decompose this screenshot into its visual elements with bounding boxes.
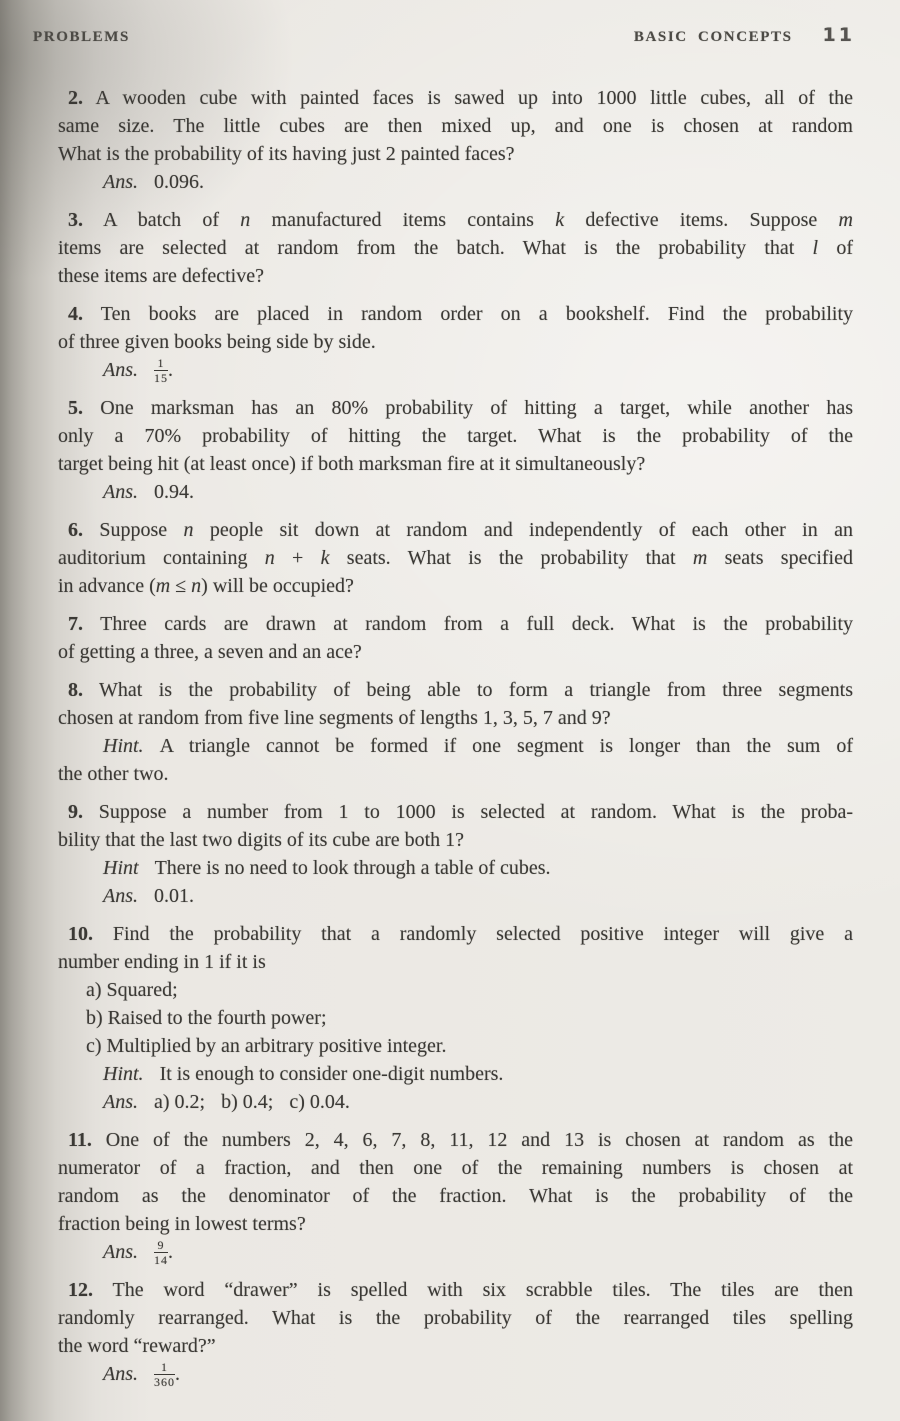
text-run: defective items. Suppose — [564, 209, 839, 231]
text-run: There is no need to look through a table of cubes. — [154, 857, 551, 879]
text-line — [58, 638, 853, 666]
text-line — [58, 948, 853, 976]
text-line — [58, 1276, 853, 1304]
page-header — [33, 24, 855, 46]
text-run: of — [818, 237, 853, 259]
text-run: fraction being in lowest terms? — [58, 1213, 306, 1235]
running-head-left: PROBLEMS — [33, 29, 130, 45]
problem-number: 7. — [68, 613, 83, 635]
text-run: A wooden cube with painted faces is sawed up into 1000 little cubes, all of the — [83, 87, 853, 109]
text-line — [58, 206, 853, 234]
italic-label: Ans. — [103, 359, 138, 381]
text-run: . — [168, 359, 173, 381]
text-line — [58, 140, 853, 168]
text-line — [58, 976, 853, 1004]
italic-label: Hint — [103, 857, 139, 879]
text-run: auditorium containing — [58, 547, 265, 569]
text-run: bility that the last two digits of its cube are both 1? — [58, 829, 465, 851]
problem-12 — [58, 1276, 853, 1388]
text-run: a) 0.2; — [154, 1091, 206, 1113]
italic-label: Hint. — [103, 735, 144, 757]
italic-label: Ans. — [103, 1091, 138, 1113]
page-number: 11 — [822, 24, 855, 46]
text-run: Suppose — [83, 519, 184, 541]
italic-label: n — [183, 519, 194, 541]
problem-5 — [58, 394, 853, 506]
text-line — [58, 572, 853, 600]
text-run: . — [168, 1241, 173, 1263]
running-head-right — [634, 24, 855, 46]
text-run: manufactured items contains — [250, 209, 556, 231]
text-run: random as the denominator of the fraction. What is the probability of the — [58, 1185, 853, 1207]
text-line — [58, 760, 853, 788]
text-line — [58, 1304, 853, 1332]
fraction-answer: $\frac{9}{14}$ — [154, 1238, 168, 1267]
text-run: b) Raised to the fourth power; — [86, 1007, 327, 1029]
text-run: c) Multiplied by an arbitrary positive integer. — [86, 1035, 447, 1057]
problem-number: 8. — [68, 679, 83, 701]
text-run: only a 70% probability of hitting the target. What is the probability of the — [58, 425, 853, 447]
problem-4 — [58, 300, 853, 384]
text-line — [58, 1004, 853, 1032]
text-run: these items are defective? — [58, 265, 264, 287]
text-run: A triangle cannot be formed if one segment is longer than the sum of — [159, 735, 853, 757]
text-line — [58, 1238, 853, 1266]
text-run: ≤ — [170, 575, 192, 597]
text-run: Ten books are placed in random order on a bookshelf. Find the probability — [83, 303, 853, 325]
text-run: target being hit (at least once) if both marksman fire at it simultaneously? — [58, 453, 646, 475]
problem-9 — [58, 798, 853, 910]
text-run: . — [175, 1363, 180, 1385]
text-line — [58, 732, 853, 760]
problem-11 — [58, 1126, 853, 1266]
problem-3 — [58, 206, 853, 290]
problem-number: 2. — [68, 87, 83, 109]
problem-2 — [58, 84, 853, 196]
text-line — [58, 478, 853, 506]
problem-6 — [58, 516, 853, 600]
text-run: randomly rearranged. What is the probability of the rearranged tiles spelling — [58, 1307, 853, 1329]
text-run: seats specified — [707, 547, 853, 569]
text-run: What is the probability of its having just 2 painted faces? — [58, 143, 515, 165]
text-line — [58, 882, 853, 910]
text-run: One marksman has an 80% probability of hitting a target, while another has — [83, 397, 853, 419]
text-run: in advance ( — [58, 575, 156, 597]
text-run: A batch of — [83, 209, 241, 231]
italic-label: n — [191, 575, 202, 597]
text-run: of three given books being side by side. — [58, 331, 376, 353]
text-line — [58, 610, 853, 638]
text-run: of getting a three, a seven and an ace? — [58, 641, 362, 663]
text-run: c) 0.04. — [289, 1091, 350, 1113]
text-run: people sit down at random and independently of each other in an — [193, 519, 853, 541]
problem-10 — [58, 920, 853, 1116]
text-line — [58, 1060, 853, 1088]
text-line — [58, 1126, 853, 1154]
text-run: the word “reward?” — [58, 1335, 216, 1357]
text-line — [58, 798, 853, 826]
italic-label: Ans. — [103, 171, 138, 193]
problem-7 — [58, 610, 853, 666]
italic-label: m — [838, 209, 853, 231]
text-line — [58, 1088, 853, 1116]
problem-number: 9. — [68, 801, 83, 823]
text-line — [58, 854, 853, 882]
text-run: number ending in 1 if it is — [58, 951, 266, 973]
italic-label: Ans. — [103, 1241, 138, 1263]
problem-8 — [58, 676, 853, 788]
problem-number: 4. — [68, 303, 83, 325]
text-line — [58, 920, 853, 948]
text-line — [58, 356, 853, 384]
text-line — [58, 450, 853, 478]
fraction-answer: $\frac{1}{15}$ — [154, 356, 168, 385]
fraction-answer: $\frac{1}{360}$ — [154, 1360, 175, 1389]
text-run: Find the probability that a randomly selected positive integer will give a — [93, 923, 853, 945]
text-line — [58, 1182, 853, 1210]
italic-label: Hint. — [103, 1063, 144, 1085]
text-line — [58, 516, 853, 544]
text-line — [58, 704, 853, 732]
text-run: One of the numbers 2, 4, 6, 7, 8, 11, 12 and 13 is chosen at random as the — [91, 1129, 853, 1151]
text-line — [58, 84, 853, 112]
text-line — [58, 168, 853, 196]
text-run: items are selected at random from the batch. What is the probability that — [58, 237, 813, 259]
text-line — [58, 300, 853, 328]
text-run: same size. The little cubes are then mixed up, and one is chosen at random — [58, 115, 853, 137]
text-run: ) will be occupied? — [201, 575, 354, 597]
text-run: 0.01. — [154, 885, 194, 907]
italic-label: n — [264, 547, 275, 569]
italic-label: m — [155, 575, 171, 597]
text-run: the other two. — [58, 763, 169, 785]
text-line — [58, 328, 853, 356]
text-run: Three cards are drawn at random from a full deck. What is the probability — [83, 613, 853, 635]
italic-label: k — [320, 547, 330, 569]
italic-label: Ans. — [103, 1363, 138, 1385]
text-line — [58, 262, 853, 290]
problems — [58, 84, 853, 1398]
chapter-title: BASIC CONCEPTS — [633, 29, 793, 45]
text-run: + — [274, 547, 321, 569]
text-line — [58, 676, 853, 704]
problem-number: 3. — [68, 209, 83, 231]
text-line — [58, 1032, 853, 1060]
italic-label: k — [555, 209, 565, 231]
text-run: 0.096. — [154, 171, 204, 193]
text-line — [58, 422, 853, 450]
text-run: The word “drawer” is spelled with six scrabble tiles. The tiles are then — [93, 1279, 853, 1301]
text-run: a) Squared; — [86, 979, 178, 1001]
text-run: seats. What is the probability that — [329, 547, 693, 569]
problem-number: 11. — [68, 1129, 92, 1151]
text-line — [58, 1332, 853, 1360]
italic-label: n — [240, 209, 251, 231]
text-line — [58, 544, 853, 572]
text-line — [58, 1360, 853, 1388]
problem-number: 5. — [68, 397, 83, 419]
italic-label: Ans. — [103, 885, 138, 907]
italic-label: Ans. — [103, 481, 138, 503]
problem-number: 10. — [68, 923, 93, 945]
text-line — [58, 1154, 853, 1182]
text-line — [58, 1210, 853, 1238]
text-run: 0.94. — [154, 481, 194, 503]
text-run: chosen at random from five line segments of lengths 1, 3, 5, 7 and 9? — [58, 707, 611, 729]
text-run: numerator of a fraction, and then one of the remaining numbers is chosen at — [58, 1157, 853, 1179]
text-line — [58, 394, 853, 422]
text-run: b) 0.4; — [221, 1091, 274, 1113]
italic-label: l — [812, 237, 819, 259]
text-run: It is enough to consider one-digit numbers. — [159, 1063, 504, 1085]
text-line — [58, 234, 853, 262]
problem-number: 6. — [68, 519, 83, 541]
text-run: Suppose a number from 1 to 1000 is selected at random. What is the proba- — [83, 801, 853, 823]
italic-label: m — [692, 547, 708, 569]
text-line — [58, 826, 853, 854]
problem-number: 12. — [68, 1279, 93, 1301]
text-line — [58, 112, 853, 140]
text-run: What is the probability of being able to form a triangle from three segments — [83, 679, 853, 701]
